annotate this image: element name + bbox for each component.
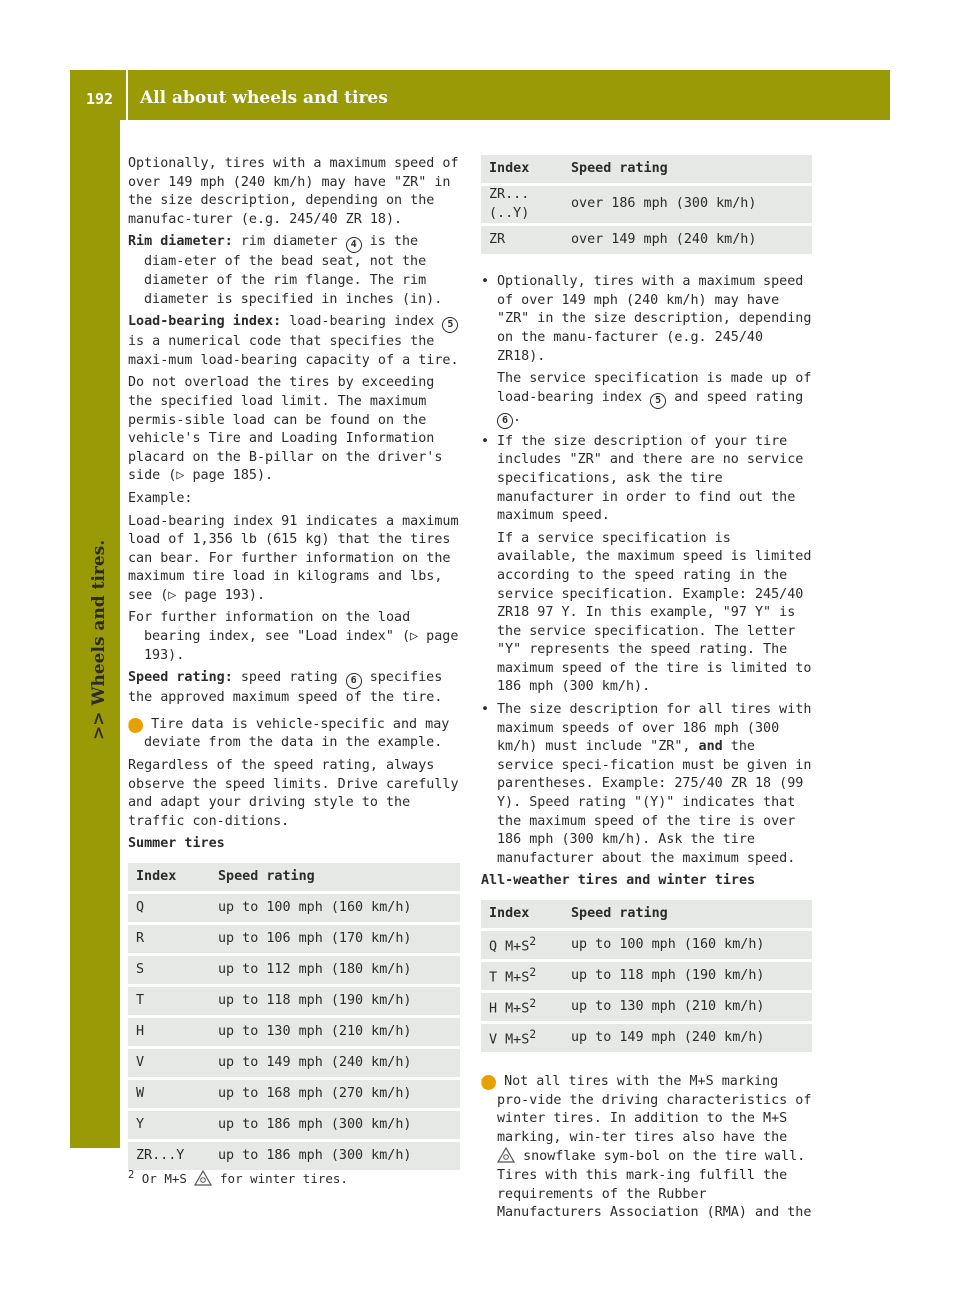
service-spec-text: The service specification is made up of load-bearing index 5 and speed rating 6 . [497, 370, 812, 429]
table-row [481, 993, 812, 1021]
example-paragraph: Load-bearing index 91 indicates a maximum load of 1,356 lb (615 kg) that the tires can bear. For further information on the maximum tire load in kilograms and lbs, see (▷ page 193). [128, 513, 459, 603]
table-row [481, 226, 812, 254]
speed-cell: up to 130 mph (210 km/h) [563, 993, 812, 1021]
speed-rating-label: Speed rating: [128, 670, 233, 686]
list-item [481, 273, 812, 429]
speed-cell: over 186 mph (300 km/h) [563, 186, 812, 223]
speed-cell: up to 186 mph (300 km/h) [210, 1111, 460, 1139]
speed-cell: up to 118 mph (190 km/h) [563, 962, 812, 990]
speed-cell: up to 149 mph (240 km/h) [210, 1049, 460, 1077]
overload-paragraph: Do not overload the tires by exceeding the specified load limit. The maximum permis-sible load can be found on the vehicle's Tire and Loading Information placard on the B-pillar on the driver's side (▷ page 185). [128, 375, 443, 484]
callout-5-icon: 5 [650, 393, 666, 409]
table-row [128, 925, 460, 953]
all-weather-table [481, 897, 812, 1055]
table-row [128, 987, 460, 1015]
info-note [478, 1073, 812, 1223]
table-row [481, 931, 812, 959]
index-cell: H [128, 1018, 210, 1046]
column-header: Speed rating [563, 155, 812, 183]
bullet-no-service-text: • If the size description of your tire includes "ZR" and there are no service specifications, ask the tire manufacturer in order to find out the maximum speed. [497, 433, 804, 524]
index-text: V M+S [489, 1032, 530, 1048]
speed-cell: up to 168 mph (270 km/h) [210, 1080, 460, 1108]
callout-5-icon: 5 [442, 317, 458, 333]
index-cell: T [128, 987, 210, 1015]
sidebar-label-wrap [72, 539, 112, 750]
index-cell: Q [128, 894, 210, 922]
bullet-service-available-text: If a service specification is available, the maximum speed is limited according to the speed rating in the service specification. Example: 245/40 ZR18 97 Y. In this example, "97 Y" is the service specification. The letter "Y" represents the speed rating. The maximum speed of the tire is limited to 186 mph (300 km/h). [497, 530, 812, 695]
example-label: Example: [128, 490, 193, 506]
table-header-row [481, 155, 812, 183]
index-cell [481, 931, 563, 959]
table-row [128, 956, 460, 984]
index-cell: R [128, 925, 210, 953]
table-row [128, 1080, 460, 1108]
speed-cell: up to 106 mph (170 km/h) [210, 925, 460, 953]
table-row [128, 1049, 460, 1077]
table-row [481, 962, 812, 990]
footnote-ref: 2 [529, 934, 537, 948]
info-text-b: snowflake sym-bol on the tire wall. Tires with this mark-ing fulfill the requirements of the Rubber Manufacturers Association (RMA) and the [497, 1149, 812, 1221]
summer-tires-heading: Summer tires [128, 836, 225, 852]
index-text: T M+S [489, 970, 530, 986]
speed-cell: up to 149 mph (240 km/h) [563, 1024, 812, 1052]
info-icon: i [128, 718, 143, 733]
table-row [481, 186, 812, 223]
index-cell: Y [128, 1111, 210, 1139]
column-header: Speed rating [210, 863, 460, 891]
speed-cell: up to 112 mph (180 km/h) [210, 956, 460, 984]
info-icon: i [481, 1075, 496, 1090]
footnote-text-a: Or M+S [141, 1171, 187, 1187]
speed-cell: up to 186 mph (300 km/h) [210, 1142, 460, 1170]
index-cell: ZR...Y [128, 1142, 210, 1170]
table-row [128, 1018, 460, 1046]
left-column [125, 155, 460, 1173]
load-index-label: Load-bearing index: [128, 314, 282, 330]
index-cell: S [128, 956, 210, 984]
footnote-ref: 2 [529, 965, 537, 979]
footnote-mark: 2 [128, 1169, 135, 1181]
rim-text-b: is the diam-eter of the bead seat, not the diameter of the rim flange. The rim diameter is specified in inches (in). [144, 234, 443, 307]
index-text: Q M+S [489, 939, 530, 955]
callout-6-icon: 6 [346, 673, 362, 689]
index-text: H M+S [489, 1001, 530, 1017]
zr-paragraph: Optionally, tires with a maximum speed of over 149 mph (240 km/h) may have "ZR" in the size description, depending on the manufac-turer (e.g. 245/40 ZR 18). [128, 156, 459, 227]
section-title: All about wheels and tires [140, 88, 388, 108]
column-header: Index [481, 155, 563, 183]
and-emphasis: and [698, 739, 723, 755]
index-cell: ZR...(..Y) [481, 186, 563, 223]
speed-cell: up to 100 mph (160 km/h) [210, 894, 460, 922]
table-header-row [481, 900, 812, 928]
footnote-text-b: for winter tires. [220, 1171, 348, 1187]
page-number: 192 [86, 90, 114, 108]
footnote [128, 1166, 348, 1189]
info-note [125, 716, 460, 753]
rim-text-a: rim diameter [240, 234, 338, 250]
further-info-paragraph: For further information on the load bearing index, see "Load index" (▷ page 193). [128, 610, 459, 663]
load-text-b: is a numerical code that specifies the maxi-mum load-bearing capacity of a tire. [128, 334, 459, 368]
bullet-zr-text: • Optionally, tires with a maximum speed of over 149 mph (240 km/h) may have "ZR" in the size description, depending on the manu-facturer (e.g. 245/40 ZR18). [497, 274, 812, 364]
rim-diameter-paragraph [128, 233, 460, 309]
callout-6-icon: 6 [497, 413, 513, 429]
footnote-ref: 2 [529, 1027, 537, 1041]
sidebar-label: >> Wheels and tires. [89, 539, 109, 740]
bullet-over-186-text [497, 701, 812, 868]
column-header: Speed rating [563, 900, 812, 928]
callout-4-icon: 4 [346, 237, 362, 253]
index-cell: V [128, 1049, 210, 1077]
speed-text-a: speed rating [240, 670, 338, 686]
rim-diameter-label: Rim diameter: [128, 234, 233, 250]
speed-rating-paragraph [128, 669, 460, 708]
index-cell [481, 993, 563, 1021]
speed-text-b: specifies the approved maximum speed of the tire. [128, 670, 443, 706]
speed-cell: over 149 mph (240 km/h) [563, 226, 812, 254]
info-note-text: Tire data is vehicle-specific and may deviate from the data in the example. [144, 716, 450, 751]
service-text-a: The service specification is made up of load-bearing index [497, 371, 812, 405]
zr-table [481, 152, 812, 257]
all-weather-heading: All-weather tires and winter tires [481, 873, 756, 889]
speed-cell: up to 100 mph (160 km/h) [563, 931, 812, 959]
index-cell [481, 962, 563, 990]
column-header: Index [128, 863, 210, 891]
summer-tires-table [128, 860, 460, 1173]
load-text-a: load-bearing index [289, 314, 435, 330]
speed-cell: up to 130 mph (210 km/h) [210, 1018, 460, 1046]
page-header [70, 70, 890, 120]
column-header: Index [481, 900, 563, 928]
table-row [128, 894, 460, 922]
table-row [481, 1024, 812, 1052]
index-cell [481, 1024, 563, 1052]
header-divider [126, 70, 128, 120]
load-index-paragraph [128, 313, 460, 370]
right-column [478, 152, 812, 1227]
service-text-b: and speed rating [674, 389, 804, 405]
speed-cell: up to 118 mph (190 km/h) [210, 987, 460, 1015]
list-item [481, 433, 812, 697]
table-row [128, 1111, 460, 1139]
bullet-3-text-b: the service speci-fication must be given in parentheses. Example: 275/40 ZR 18 (99 Y). Speed rating "(Y)" indicates that the maximum speed of the tire is over 186 mph (300 km/h). Ask the tire manufacturer about the maximum speed. [497, 739, 812, 866]
table-header-row [128, 863, 460, 891]
bullet-3-text-a: The size description for all tires with maximum speeds of over 186 mph (300 km/h) must include "ZR", [497, 702, 812, 755]
index-cell: ZR [481, 226, 563, 254]
list-item [481, 701, 812, 868]
index-cell: W [128, 1080, 210, 1108]
regardless-paragraph: Regardless of the speed rating, always observe the speed limits. Drive carefully and adapt your driving style to the traffic con-ditions. [128, 758, 459, 829]
footnote-ref: 2 [529, 996, 537, 1010]
info-text-a: Not all tires with the M+S marking pro-vide the driving characteristics of winter tires. In addition to the M+S marking, win-ter tires also have the [497, 1074, 812, 1145]
snowflake-mountain-icon [194, 1170, 212, 1186]
snowflake-mountain-icon [497, 1147, 515, 1163]
